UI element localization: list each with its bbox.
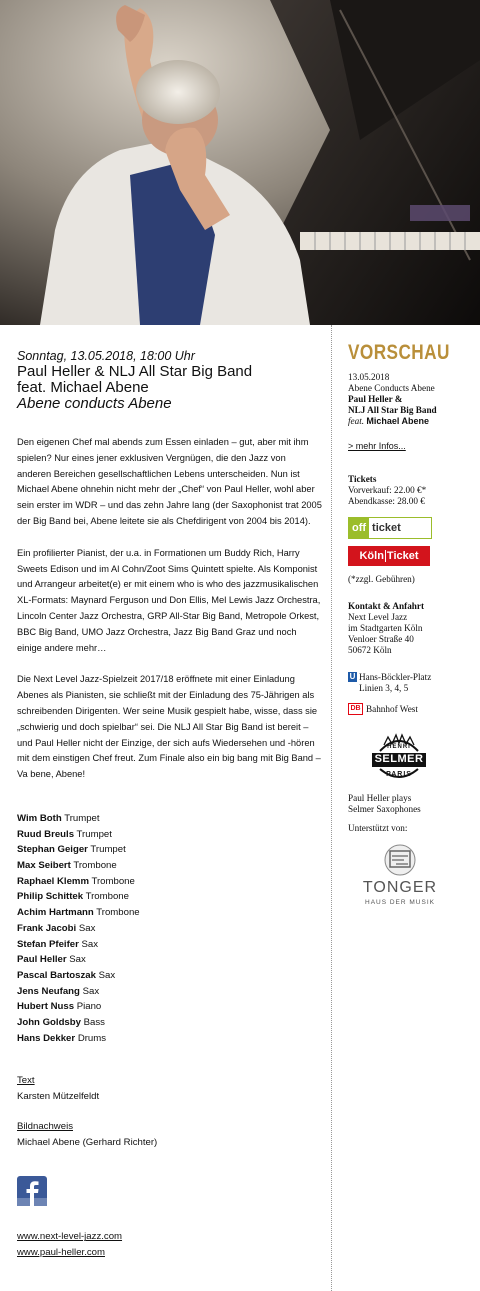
preview-event [348, 372, 473, 427]
presale-price: Vorverkauf: 22.00 €* [348, 485, 427, 495]
list-item: Paul Heller Sax [17, 954, 86, 966]
paragraph-bio: Ein profilierter Pianist, der u.a. in Formationen um Buddy Rich, Harry Sweets Edison und im Al Cohn/Zoot Sims Quintett spielte. Als Komponist und Arrangeur arbeitet(e) er mit einem who is who des jazzmusikalischen XL-Formats: Maynard Ferguson und Don Ellis, Mel Lewis Jazz Orchestra, Lincoln Center Jazz Orchestra, GRP All-Star Big Band, Metropole Orkest, BBC Big Band, UMO Jazz Orchestra, Jazz Big Band Graz und noch einige andere mehr… [17, 547, 321, 653]
event-subtitle: Abene conducts Abene [17, 395, 172, 412]
tickets-section [348, 474, 473, 507]
preview-band-line2: NLJ All Star Big Band [348, 405, 437, 415]
db-stop: Bahnhof West [366, 703, 418, 714]
list-item: Hubert Nuss Piano [17, 1001, 102, 1013]
address-line: im Stadtgarten Köln [348, 623, 423, 633]
ubahn-icon: U [349, 672, 356, 681]
sidebar-heading: VORSCHAU [348, 341, 450, 364]
box-office-price: Abendkasse: 28.00 € [348, 496, 425, 506]
contact-section [348, 601, 473, 656]
heller-website-link[interactable]: www.paul-heller.com [17, 1247, 105, 1259]
koelnticket-logo-ticket: Ticket [386, 549, 419, 562]
preview-date: 13.05.2018 [348, 372, 390, 382]
photo-credit-label: Bildnachweis [17, 1121, 73, 1133]
list-item: Stefan Pfeifer Sax [17, 938, 99, 950]
selmer-henri: HENRI [387, 744, 411, 750]
db-icon: DB [348, 703, 363, 715]
paragraph-intro: Den eigenen Chef mal abends zum Essen einladen – gut, aber mit ihm spielen? Nur eines jener exklusiven Vergnügen, die den Jazz von anderen Bereichen gesellschaftlichen Lebens unterscheiden. Nun ist Michael Abene ohnehin nicht mehr der „Chef“ von Paul Heller, wohl aber sein erster im WDR – und das zehn Jahre lang (der Saxophonist trat 2005 der Big Band bei, Abene leitete sie als Chefdirigent von 2004 bis 2014). [17, 437, 322, 526]
list-item: Stephan Geiger Trumpet [17, 844, 126, 856]
tonger-logo[interactable] [360, 844, 440, 908]
list-item: Ruud Breuls Trumpet [17, 828, 112, 840]
credits [17, 1074, 322, 1150]
selmer-caption-line2: Selmer Saxophones [348, 804, 421, 814]
list-item: Wim Both Trumpet [17, 812, 100, 824]
koelnticket-logo-koeln: Köln [359, 549, 384, 562]
selmer-caption [348, 793, 473, 815]
preview-feat-name: Michael Abene [366, 416, 430, 426]
offticket-logo[interactable] [348, 517, 432, 539]
event-title-line2: feat. Michael Abene [17, 379, 149, 396]
selmer-caption-line1: Paul Heller plays [348, 793, 412, 803]
db-info [348, 703, 473, 715]
supported-by: Unterstützt von: [348, 823, 408, 833]
list-item: Philip Schittek Trombone [17, 891, 129, 903]
selmer-paris: PARIS [386, 771, 412, 778]
koelnticket-logo-divider [385, 550, 386, 562]
hero-photo [0, 0, 480, 325]
ubahn-info [348, 672, 473, 694]
ubahn-lines: Linien 3, 4, 5 [359, 683, 409, 693]
address-line: Next Level Jazz [348, 612, 408, 622]
musician-list [17, 811, 322, 1047]
tonger-sub: HAUS DER MUSIK [365, 899, 435, 906]
facebook-button[interactable] [17, 1176, 322, 1211]
preview-feat: feat. [348, 416, 365, 426]
offticket-logo-off: off [349, 518, 369, 538]
event-title-line1: Paul Heller & NLJ All Star Big Band [17, 363, 253, 380]
sidebar [348, 341, 473, 908]
list-item: Max Seibert Trombone [17, 860, 117, 872]
hero-photo-art [0, 0, 480, 325]
list-item: Hans Dekker Drums [17, 1032, 107, 1044]
event-date: Sonntag, 13.05.2018, 18:00 Uhr [17, 349, 195, 363]
tickets-label: Tickets [348, 474, 377, 484]
facebook-icon[interactable] [17, 1176, 47, 1206]
list-item: Frank Jacobi Sax [17, 922, 96, 934]
text-credit-value: Karsten Mützelfeldt [17, 1091, 100, 1103]
text-credit-label: Text [17, 1075, 35, 1087]
list-item: Jens Neufang Sax [17, 985, 100, 997]
preview-event-name: Abene Conducts Abene [348, 383, 435, 393]
paragraph-season: Die Next Level Jazz-Spielzeit 2017/18 eröffnete mit einer Einladung Abenes als Pianisten, sie schließt mit der Einladung des 75-Jährigen als schreibenden Dirigenten. Wer seine Musik gespielt habe, wisse, dass sie „schwierig und doch spielbar“ sei. Die NLJ All Star Big Band ist bereit – und Paul Heller nicht der Einzige, der sich aufs Wiedersehen und -hören mit dem einstigen Chef freut. Zum Finale also ein big bang mit Big Band – Va bene, Abene! [17, 674, 321, 780]
photo-credit-value: Michael Abene (Gerhard Richter) [17, 1137, 158, 1149]
selmer-name: SELMER [374, 753, 424, 765]
nlj-website-link[interactable]: www.next-level-jazz.com [17, 1231, 123, 1243]
list-item: Achim Hartmann Trombone [17, 907, 140, 919]
column-divider [331, 325, 332, 1291]
address-line: Venloer Straße 40 [348, 634, 414, 644]
tonger-emblem-icon [360, 844, 440, 876]
list-item: Pascal Bartoszak Sax [17, 969, 116, 981]
koelnticket-logo[interactable] [348, 546, 430, 566]
address-line: 50672 Köln [348, 645, 392, 655]
contact-label: Kontakt & Anfahrt [348, 601, 425, 611]
list-item: John Goldsby Bass [17, 1017, 105, 1029]
selmer-logo[interactable] [366, 731, 432, 785]
tonger-name: TONGER [362, 879, 438, 896]
offticket-logo-ticket: ticket [372, 521, 401, 534]
preview-band-line1: Paul Heller & [348, 394, 403, 404]
fees-note: (*zzgl. Gebühren) [348, 574, 415, 584]
ubahn-stop: Hans-Böckler-Platz [359, 672, 432, 682]
main-content [17, 349, 322, 1261]
more-info-link[interactable]: > mehr Infos... [348, 441, 406, 451]
list-item: Raphael Klemm Trombone [17, 875, 135, 887]
